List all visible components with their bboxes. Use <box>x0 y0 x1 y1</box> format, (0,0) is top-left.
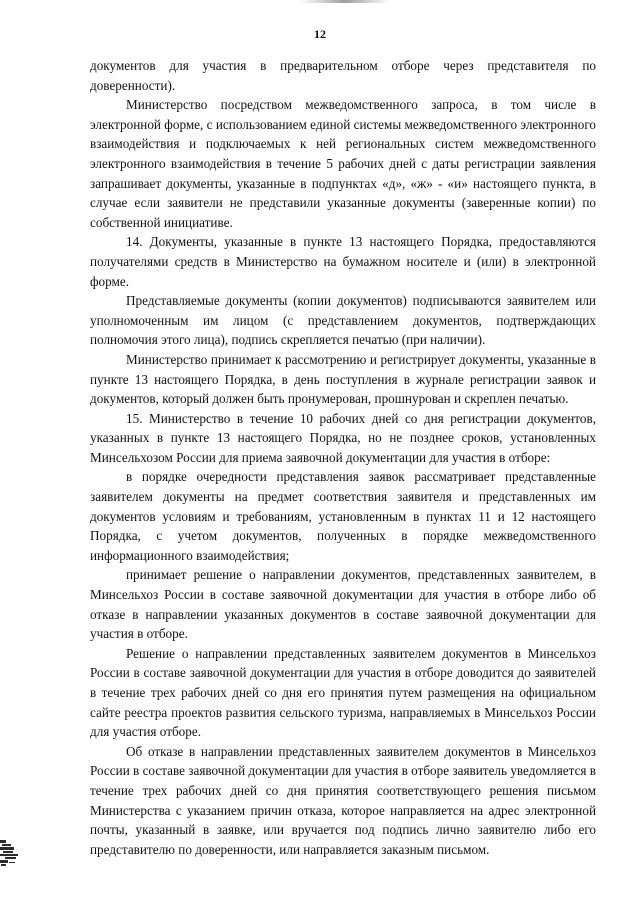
scan-smudge-mark <box>0 832 24 872</box>
page-number: 12 <box>314 27 326 41</box>
paragraph-5: Министерство принимает к рассмотрению и регистрирует документы, указанные в пункте 13 настоящего Порядка, в день поступления в журнале регистрации заявок и документов, который должен быть пронумерован, прошнурован и скреплен печатью. <box>90 351 596 407</box>
paragraph-10: Об отказе в направлении представленных заявителем документов в Минсельхоз России в составе заявочной документации для участия в отборе заявитель уведомляется в течение трех рабочих дней со дня принятия соответствующего решения письмом Министерства с указанием причин отказа, которое направляется на адрес электронной почты, указанный в заявке, или вручается под подпись лично заявителю либо его представителю по доверенности, или направляется заказным письмом. <box>90 743 597 857</box>
paragraph-4: Представляемые документы (копии документов) подписываются заявителем или уполномоченным им лицом (с представлением документов, подтверждающих полномочия этого лица), подпись скрепляется печатью (при наличии). <box>90 293 596 348</box>
paragraph-8: принимает решение о направлении документов, представленных заявителем, в Минсельхоз России в составе заявочной документации для участия в отборе либо об отказе в направлении указанных документов в составе заявочной документации для участия в отборе. <box>90 567 596 642</box>
scan-edge-artifact <box>300 0 390 3</box>
paragraph-3: 14. Документы, указанные в пункте 13 настоящего Порядка, предоставляются получателями средств в Министерство на бумажном носителе и (или) в электронной форме. <box>90 234 596 289</box>
paragraph-6: 15. Министерство в течение 10 рабочих дней со дня регистрации документов, указанных в пункте 13 настоящего Порядка, но не позднее сроков, установленных Минсельхозом России для приема заявочной документации для участия в отборе: <box>90 410 596 465</box>
document-body <box>90 56 596 859</box>
paragraph-2: Министерство посредством межведомственного запроса, в том числе в электронной форме, с использованием единой системы межведомственного электронного взаимодействия и подключаемых к ней региональных систем межведомственного электронного взаимодействия в течение 5 рабочих дней с даты регистрации заявления запрашивает документы, указанные в подпунктах «д», «ж» - «и» настоящего пункта, в случае если заявители не представили указанные документы (заверенные копии) по собственной инициативе. <box>90 97 596 230</box>
paragraph-1: документов для участия в предварительном отборе через представителя по доверенности). <box>90 58 596 93</box>
paragraph-9: Решение о направлении представленных заявителем документов в Минсельхоз России в составе заявочной документации для участия в отборе доводится до заявителей в течение трех рабочих дней со дня его принятия путем размещения на официальном сайте реестра проектов развития сельского туризма, направляемых в Минсельхоз России для участия отборе. <box>90 645 596 740</box>
paragraph-7: в порядке очередности представления заявок рассматривает представленные заявителем документы на предмет соответствия заявителя и представленных им документов условиям и требованиям, установленным в пунктах 11 и 12 настоящего Порядка, с учетом документов, полученных в порядке межведомственного информационного взаимодействия; <box>90 469 596 563</box>
